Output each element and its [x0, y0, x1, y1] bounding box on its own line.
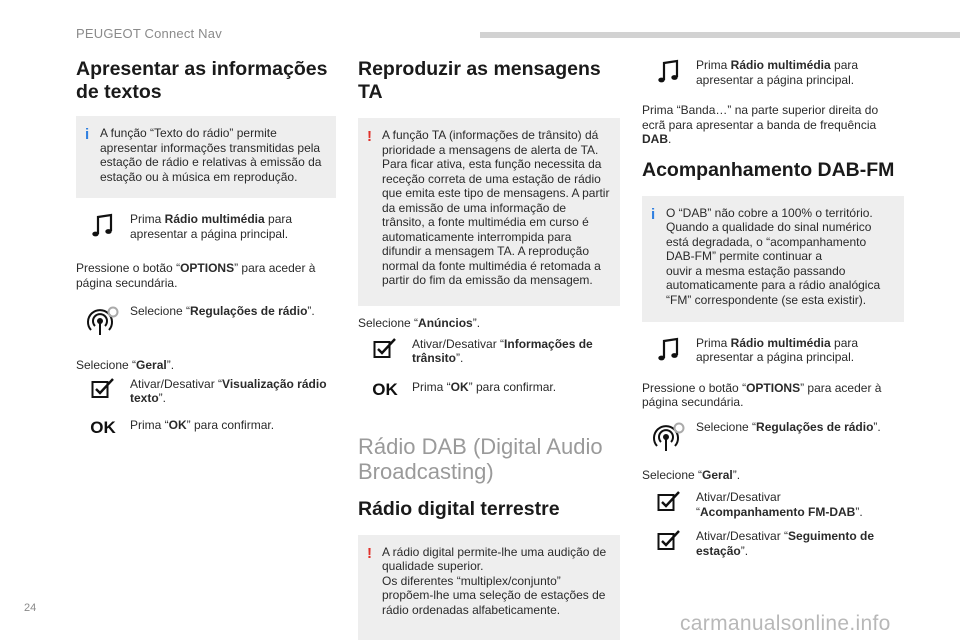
column-3: [642, 54, 904, 558]
announcements-text: Selecione “Anúncios”.: [358, 316, 481, 330]
step-ok: [76, 418, 336, 438]
step-text: Ativar/Desativar “Visualização rádio texto”.: [130, 376, 327, 405]
column-1: [76, 54, 336, 438]
step-toggle: [642, 490, 904, 519]
watermark: carmanualsonline.info: [680, 612, 891, 635]
step-multimedia: [76, 212, 336, 241]
step-text: Ativar/Desativar “Acompanhamento FM-DAB”.: [696, 490, 863, 519]
step-radio-settings: [76, 304, 336, 336]
warning-text: A função TA (informações de trânsito) dá prioridade a mensagens de alerta de TA. Para ficar ativa, esta função necessita da receção correta de uma estação de rádio que emita este tipo de mensagens. A partir da emissão de uma informação de trânsito, a fonte multimédia em curso é automaticamente interrompida para difundir a mensagem TA. A reprodução normal da fonte multimédia é retomada a partir do fim da emissão da mensagem.: [382, 128, 610, 287]
checkbox-icon: [642, 490, 696, 512]
info-icon: i: [85, 126, 90, 143]
options-text: Pressione o botão “OPTIONS” para aceder à página secundária.: [76, 261, 316, 290]
options-text: Pressione o botão “OPTIONS” para aceder à página secundária.: [642, 380, 882, 409]
column-2: [358, 54, 620, 640]
checkbox-icon: [76, 377, 130, 399]
step-multimedia: [642, 58, 904, 87]
heading-dab-fm: Acompanhamento DAB-FM: [642, 158, 895, 181]
general-text: Selecione “Geral”.: [642, 467, 741, 482]
general-text: Selecione “Geral”.: [76, 358, 175, 372]
info-box: [76, 116, 336, 198]
step-text: Prima Rádio multimédia para apresentar a página principal.: [130, 212, 293, 241]
heading-ta: Reproduzir as mensagens TA: [358, 58, 601, 103]
ok-icon: OK: [90, 417, 116, 437]
step-radio-settings: [642, 420, 904, 452]
band-text: Prima “Banda…” na parte superior direita do ecrã para apresentar a banda de frequência DAB.: [642, 103, 879, 146]
warning-box: [358, 118, 620, 306]
step-multimedia-2: [642, 336, 904, 365]
step-text: Prima “OK” para confirmar.: [130, 417, 275, 432]
ok-icon: OK: [372, 379, 398, 399]
step-toggle-2: [642, 529, 904, 558]
header-bar: [480, 32, 960, 38]
info-text: O “DAB” não cobre a 100% o território. Quando a qualidade do sinal numérico está degradada, o “acompanhamento DAB-FM” permite continuar a ouvir a mesma estação passando automaticamente para a rádio analógica “FM” correspondente (se esta existir).: [666, 205, 881, 307]
warning-icon: !: [367, 544, 372, 562]
step-text: Ativar/Desativar “Informações de trânsito”.: [412, 336, 593, 365]
checkbox-icon: [642, 529, 696, 551]
step-toggle: [358, 337, 620, 366]
step-text: Selecione “Regulações de rádio”.: [696, 419, 881, 434]
step-text: Prima “OK” para confirmar.: [412, 379, 557, 394]
step-text: Prima Rádio multimédia para apresentar a página principal.: [696, 335, 859, 364]
header-title: PEUGEOT Connect Nav: [76, 26, 222, 41]
heading-terrestrial: Rádio digital terrestre: [358, 497, 560, 520]
radio-settings-icon: [642, 420, 696, 452]
music-note-icon: [76, 212, 130, 238]
step-text: Prima Rádio multimédia para apresentar a página principal.: [696, 58, 859, 87]
heading-text-info: Apresentar as informações de textos: [76, 58, 328, 103]
info-text: A função “Texto do rádio” permite apresentar informações transmitidas pela estação de rádio e relativas à emissão da estação ou à música em reprodução.: [100, 126, 322, 184]
music-note-icon: [642, 58, 696, 84]
section-title-dab: Rádio DAB (Digital Audio Broadcasting): [358, 433, 603, 484]
step-text: Ativar/Desativar “Seguimento de estação”.: [696, 529, 875, 558]
info-box: [642, 196, 904, 322]
warning-icon: !: [367, 128, 372, 145]
music-note-icon: [642, 336, 696, 362]
step-toggle: [76, 377, 336, 406]
step-ok: [358, 380, 620, 400]
info-icon: i: [651, 205, 656, 223]
checkbox-icon: [358, 337, 412, 359]
step-text: Selecione “Regulações de rádio”.: [130, 304, 315, 318]
warning-box-2: [358, 535, 620, 640]
radio-settings-icon: [76, 304, 130, 336]
warning-text: A rádio digital permite-lhe uma audição de qualidade superior. Os diferentes “multiplex/conjunto” propõem-lhe uma seleção de estações de rádio ordenadas alfabeticamente.: [382, 544, 607, 617]
page-number: 24: [24, 602, 37, 614]
